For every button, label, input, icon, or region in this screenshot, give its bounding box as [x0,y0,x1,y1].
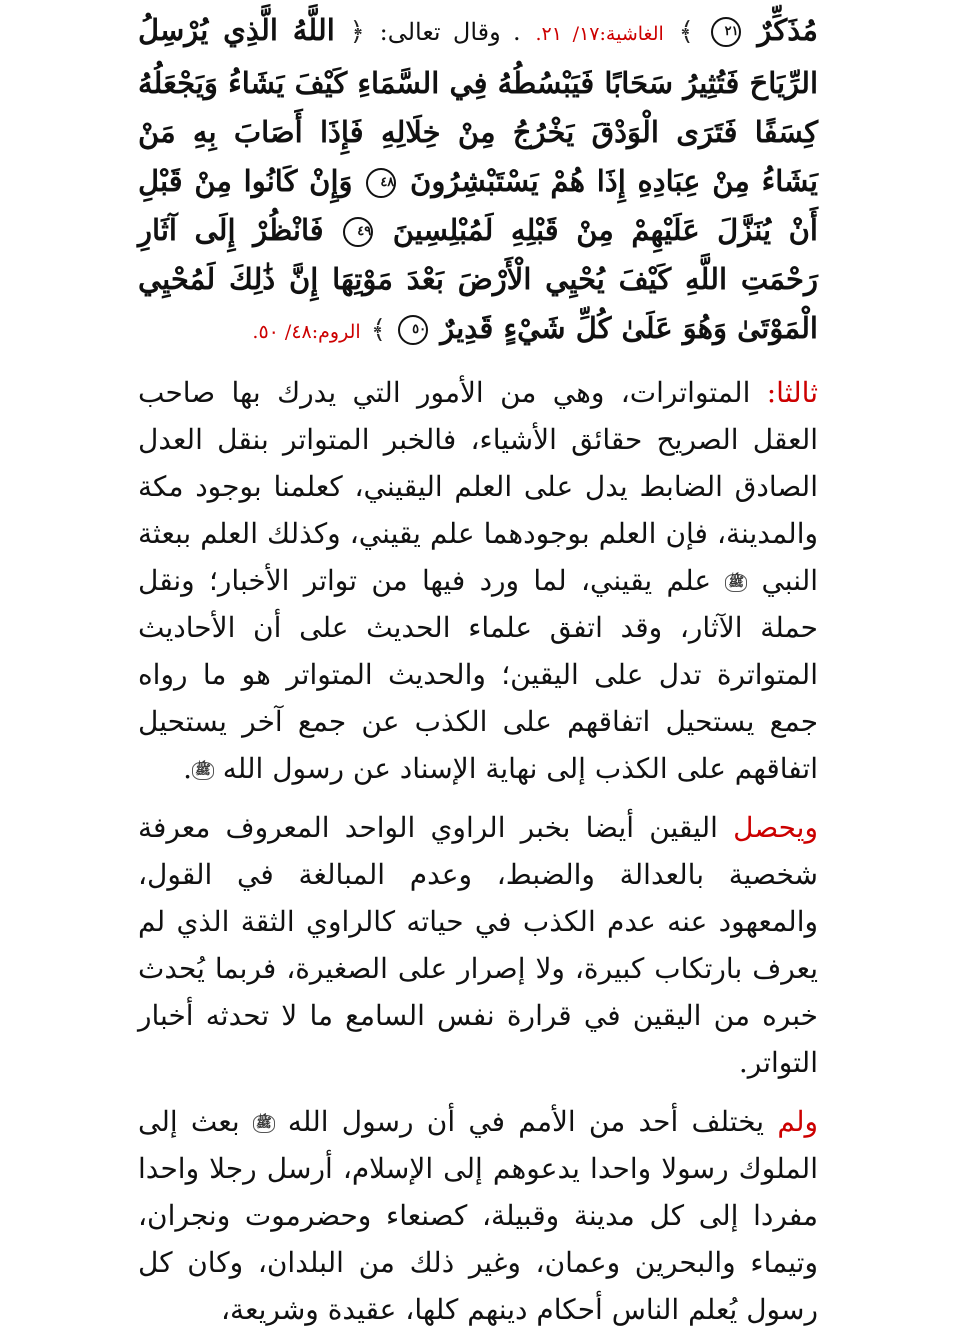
paragraph-end-dot: . [183,752,193,785]
paragraph-lead: ثالثا: [766,376,819,409]
ayah-marker-icon: ٤٨ [366,168,396,198]
paragraph-lead: ويحصل [733,811,818,844]
verse-reference: الروم:٤٨/ ٥٠ [258,321,361,343]
paragraph-text: بعث إلى الملوك رسولا واحدا يدعوهم إلى الإسلام، أرسل رجلا واحدا مفردا إلى كل مدينة وقبيلة، كصنعاء وحضرموت ونجران، وتيماء والبحرين وعمان، وغير ذلك من البلدان، وكان كل رسول يُعلم الناس أحكام دينهم كلها، عقيدة وشريعة، [138,1105,818,1326]
ayah-marker-icon: ٤٩ [343,217,373,247]
ayah-marker-icon: ٢١ [711,17,741,47]
quran-verse-block [138,6,818,357]
verse-reference-dot: . [535,23,542,45]
verse-close-ornament-icon: ﴾ [370,315,387,345]
intro-text: . وقال تعالى: [379,18,521,46]
paragraph-text: يختلف أحد من الأمم في أن رسول الله [287,1105,765,1138]
paragraph-messengers [138,1098,818,1333]
verse-text: فَيَبْسُطُهُ فِي السَّمَاءِ كَيْفَ يَشَاءُ وَيَجْعَلُهُ كِسَفًا فَتَرَى الْوَدْقَ يَخْرُجُ مِنْ خِلَالِهِ فَإِذَا أَصَابَ بِهِ مَنْ يَشَاءُ مِنْ عِبَادِهِ إِذَا هُمْ يَسْتَبْشِرُونَ [138,66,818,198]
verse-text: مُذَكِّرٌ [757,13,818,47]
salawat-icon: ﷺ [192,762,214,780]
verse-text: اللَّهُ الَّذِي يُرْسِلُ الرِّيَاحَ فَتُثِيرُ سَحَابًا [138,13,819,100]
verse-open-ornament-icon: ﴿ [349,17,365,47]
paragraph-text: علم يقيني، لما ورد فيها من تواتر الأخبار؛ ونقل حملة الآثار، وقد اتفق علماء الحديث على أن الأحاديث المتواترة تدل على اليقين؛ والحديث المتواتر هو ما رواه جمع يستحيل اتفاقهم على الكذب عن جمع آخر يستحيل اتفاقهم على الكذب إلى نهاية الإسناد عن رسول الله [138,564,818,785]
verse-text: فَانْظُرْ إِلَى آثَارِ رَحْمَتِ اللَّهِ كَيْفَ يُحْيِي الْأَرْضَ بَعْدَ مَوْتِهَا إِنَّ ذَٰلِكَ لَمُحْيِي الْمَوْتَىٰ وَهُوَ عَلَىٰ كُلِّ شَيْءٍ قَدِيرٌ [138,213,818,345]
ayah-marker-icon: ٥٠ [398,315,428,345]
paragraph-text: اليقين أيضا بخبر الراوي الواحد المعروف معرفة شخصية بالعدالة والضبط، وعدم المبالغة في القول، والمعهود عنه عدم الكذب في حياته كالراوي الثقة الذي لم يعرف بارتكاب كبيرة، ولا إصرار على الصغيرة، فربما يُحدث خبره من اليقين في قرارة نفس السامع ما لا تحدثه أخبار التواتر. [138,811,818,1079]
paragraph-text: المتواترات، وهي من الأمور التي يدرك بها صاحب العقل الصريح حقائق الأشياء، فالخبر المتواتر بنقل العدل الصادق الضابط يدل على العلم اليقيني، كعلمنا بوجود مكة والمدينة، فإن العلم بوجودهما علم يقيني، وكذلك العلم ببعثة النبي [138,376,818,597]
verse-reference: الغاشية:١٧/ ٢١ [541,23,664,45]
salawat-icon: ﷺ [253,1115,275,1133]
verse-text: وَإِنْ كَانُوا مِنْ قَبْلِ أَنْ يُنَزَّلَ عَلَيْهِمْ مِنْ قَبْلِهِ لَمُبْلِسِينَ [138,164,818,247]
paragraph-mutawatirat [138,369,818,792]
salawat-icon: ﷺ [725,574,747,592]
verse-close-ornament-icon: ﴾ [678,17,694,47]
paragraph-lead: ولم [777,1105,819,1138]
paragraph-single-narrator [138,804,818,1086]
verse-reference-dot: . [252,321,259,343]
